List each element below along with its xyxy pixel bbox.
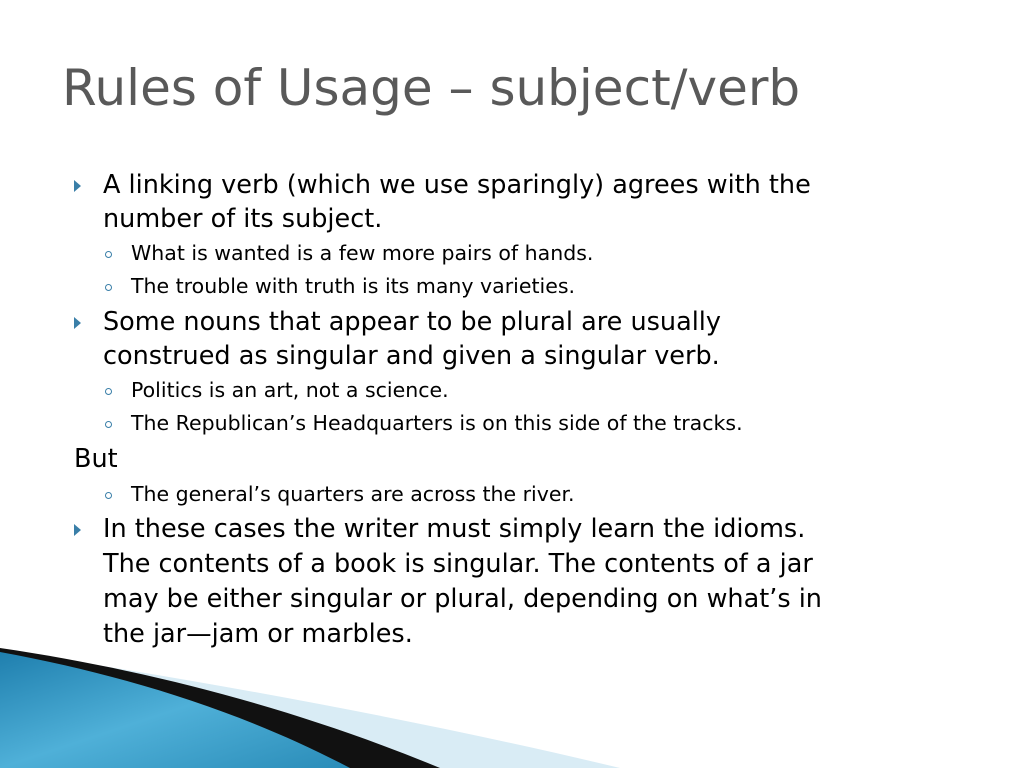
bullet-item-continuation xyxy=(103,339,720,373)
plain-text: But xyxy=(74,444,118,474)
sub-bullet-text: What is wanted is a few more pairs of hands. xyxy=(131,241,594,265)
sub-bullet-text: The trouble with truth is its many varieties. xyxy=(131,274,576,298)
decorative-wave-graphic xyxy=(0,600,1024,768)
sub-bullet-text: Politics is an art, not a science. xyxy=(131,378,449,402)
hollow-circle-bullet-icon xyxy=(105,388,112,395)
right-triangle-bullet-icon xyxy=(74,317,81,329)
sub-bullet-text: The Republican’s Headquarters is on this side of the tracks. xyxy=(131,411,743,435)
sub-bullet-text: The general’s quarters are across the river. xyxy=(131,482,575,506)
sub-bullet-item xyxy=(131,273,575,299)
right-triangle-bullet-icon xyxy=(74,524,81,536)
bullet-text: number of its subject. xyxy=(103,204,383,234)
plain-paragraph xyxy=(74,442,118,476)
sub-bullet-item xyxy=(131,410,743,436)
bullet-item xyxy=(103,305,721,339)
bullet-text: Some nouns that appear to be plural are usually xyxy=(103,307,721,337)
hollow-circle-bullet-icon xyxy=(105,421,112,428)
bullet-item xyxy=(103,512,805,546)
right-triangle-bullet-icon xyxy=(74,180,81,192)
sub-bullet-item xyxy=(131,377,449,403)
slide-title: Rules of Usage – subject/verb xyxy=(62,59,801,117)
bullet-text: In these cases the writer must simply learn the idioms. xyxy=(103,514,806,544)
sub-bullet-item xyxy=(131,240,593,266)
bullet-item-continuation xyxy=(103,547,813,581)
bullet-text: the jar—jam or marbles. xyxy=(103,619,413,649)
hollow-circle-bullet-icon xyxy=(105,251,112,258)
hollow-circle-bullet-icon xyxy=(105,284,112,291)
bullet-text: A linking verb (which we use sparingly) agrees with the xyxy=(103,170,811,200)
bullet-item-continuation xyxy=(103,202,382,236)
bullet-item xyxy=(103,168,811,202)
bullet-text: construed as singular and given a singular verb. xyxy=(103,341,720,371)
bullet-text: may be either singular or plural, depending on what’s in xyxy=(103,584,822,614)
bullet-text: The contents of a book is singular. The contents of a jar xyxy=(103,549,813,579)
sub-bullet-item xyxy=(131,481,575,507)
hollow-circle-bullet-icon xyxy=(105,492,112,499)
